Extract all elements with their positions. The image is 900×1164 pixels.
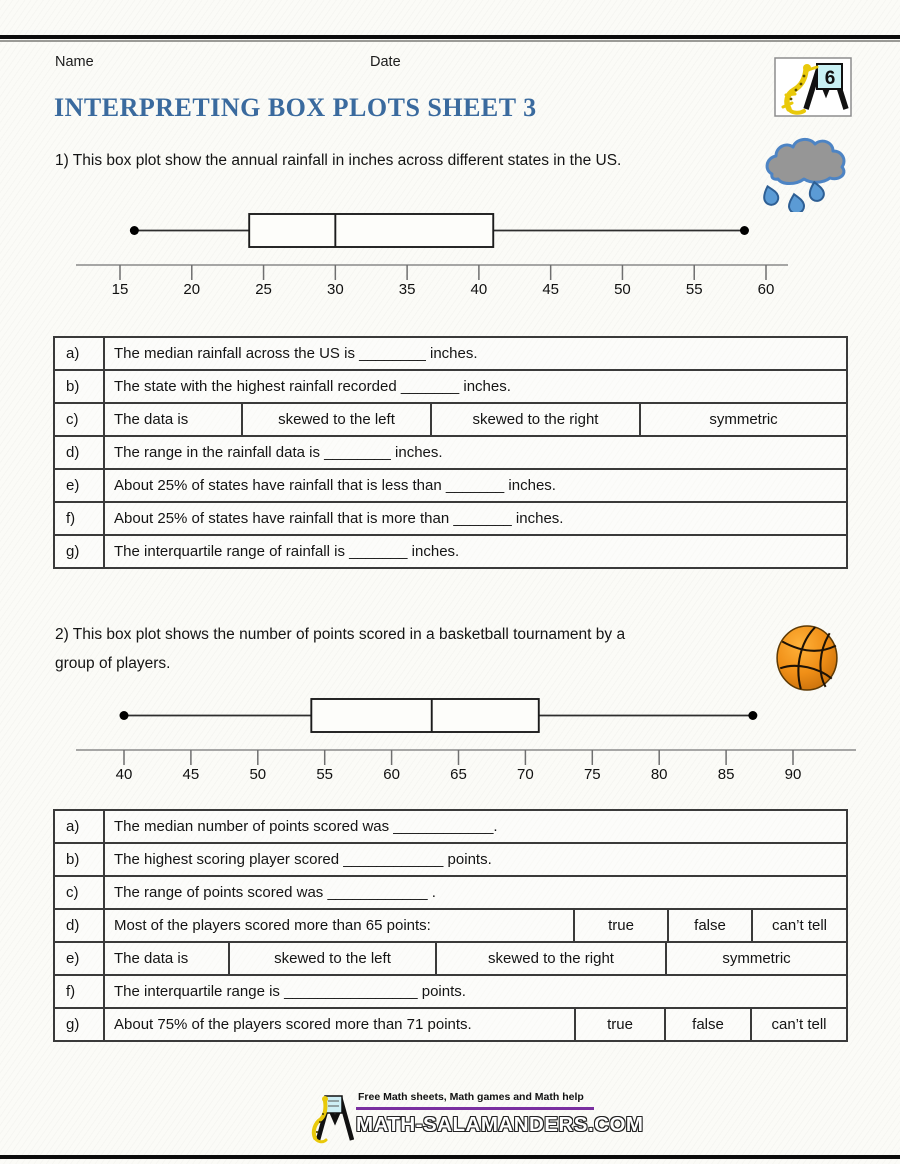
option-cell: false [666, 1009, 752, 1040]
min-dot [120, 711, 129, 720]
tick-label: 35 [398, 281, 416, 298]
tick-label: 20 [183, 281, 201, 298]
table-row [55, 842, 846, 875]
statement-cell: The median rainfall across the US is ________ inches. [114, 345, 478, 362]
option-cell: can’t tell [771, 917, 828, 934]
tick-label: 65 [450, 766, 467, 783]
table-row [55, 468, 846, 501]
row-letter: e) [55, 943, 105, 974]
tick-label: 70 [517, 766, 534, 783]
boxplot-2 [76, 681, 856, 798]
footer-brand [310, 1086, 644, 1156]
table-row [55, 534, 846, 567]
max-dot [740, 226, 749, 235]
max-dot [748, 711, 757, 720]
question-1-prompt [55, 146, 621, 175]
statement-cell: The data is [105, 404, 243, 435]
table-row [55, 1007, 846, 1040]
table-row [55, 974, 846, 1007]
row-letter: f) [55, 976, 105, 1007]
boxplot-1-svg [76, 196, 788, 308]
grade-logo [774, 57, 852, 122]
statement-cell: The interquartile range is ________________ points. [114, 983, 466, 1000]
row-letter: e) [55, 470, 105, 501]
salamander-easel-icon [774, 57, 852, 117]
date-label: Date [370, 54, 401, 70]
option-cell: skewed to the right [432, 404, 641, 435]
statement-cell: The data is [105, 943, 230, 974]
tick-label: 45 [182, 766, 200, 783]
option-cell: true [576, 1009, 666, 1040]
statement-cell: The state with the highest rainfall recorded _______ inches. [114, 378, 511, 395]
row-letter: f) [55, 503, 105, 534]
option-cell: true [575, 910, 669, 941]
footer-purple-rule [356, 1107, 594, 1110]
name-label: Name [55, 54, 94, 70]
tick-label: 55 [685, 281, 703, 298]
iqr-box [249, 214, 493, 247]
boxplot-2-svg [76, 681, 856, 793]
statement-cell: The median number of points scored was ____________. [114, 818, 498, 835]
tick-label: 50 [614, 281, 631, 298]
statement-cell: About 25% of states have rainfall that is more than _______ inches. [114, 510, 564, 527]
option-cell: symmetric [709, 411, 778, 428]
table-row [55, 875, 846, 908]
tick-label: 60 [383, 766, 400, 783]
option-cell: false [669, 910, 753, 941]
tick-label: 60 [757, 281, 775, 298]
min-dot [130, 226, 139, 235]
tick-label: 45 [542, 281, 560, 298]
row-letter: d) [55, 437, 105, 468]
table-row [55, 908, 846, 941]
row-letter: d) [55, 910, 105, 941]
table-row [55, 338, 846, 369]
tick-label: 55 [316, 766, 334, 783]
table-row [55, 941, 846, 974]
tick-label: 25 [255, 281, 272, 298]
bottom-rule [0, 1155, 900, 1159]
option-cell: skewed to the left [230, 943, 437, 974]
statement-cell: About 75% of the players scored more than 71 points. [105, 1009, 576, 1040]
option-cell: skewed to the right [437, 943, 667, 974]
table-row [55, 369, 846, 402]
table-row [55, 402, 846, 435]
tick-label: 40 [470, 281, 488, 298]
question-2-table [53, 809, 848, 1042]
row-letter: g) [55, 1009, 105, 1040]
tick-label: 30 [326, 281, 344, 298]
table-row [55, 811, 846, 842]
footer-tagline: Free Math sheets, Math games and Math help [358, 1091, 584, 1103]
statement-cell: The range in the rainfall data is ________ inches. [114, 444, 443, 461]
question-2-line-2: group of players. [55, 655, 171, 672]
row-letter: c) [55, 404, 105, 435]
footer-salamander-icon [310, 1092, 354, 1144]
statement-cell: The interquartile range of rainfall is _______ inches. [114, 543, 460, 560]
table-row [55, 501, 846, 534]
iqr-box [311, 699, 538, 732]
row-letter: c) [55, 877, 105, 908]
statement-cell: The range of points scored was ____________ . [114, 884, 436, 901]
statement-cell: About 25% of states have rainfall that is less than _______ inches. [114, 477, 556, 494]
tick-label: 85 [717, 766, 735, 783]
statement-cell: The highest scoring player scored ____________ points. [114, 851, 492, 868]
question-1-table [53, 336, 848, 569]
option-cell: can’t tell [771, 1016, 827, 1033]
question-1-line: 1) This box plot show the annual rainfall in inches across different states in the US. [55, 152, 622, 169]
grade-number: 6 [824, 68, 836, 89]
page-title: INTERPRETING BOX PLOTS SHEET 3 [54, 93, 537, 122]
top-rule [0, 35, 900, 39]
option-cell: symmetric [722, 950, 791, 967]
tick-label: 15 [111, 281, 129, 298]
statement-cell: Most of the players scored more than 65 points: [105, 910, 575, 941]
tick-label: 90 [784, 766, 802, 783]
table-row [55, 435, 846, 468]
footer-site-name: MATH-SALAMANDERS.COM [356, 1113, 644, 1136]
top-rule-shadow [0, 40, 900, 42]
tick-label: 75 [583, 766, 601, 783]
tick-label: 80 [650, 766, 668, 783]
tick-label: 40 [115, 766, 133, 783]
tick-label: 50 [249, 766, 267, 783]
question-2-line-1: 2) This box plot shows the number of points scored in a basketball tournament by a [55, 626, 626, 643]
question-2-prompt [55, 620, 625, 678]
row-letter: a) [55, 811, 105, 842]
row-letter: b) [55, 844, 105, 875]
row-letter: b) [55, 371, 105, 402]
row-letter: a) [55, 338, 105, 369]
row-letter: g) [55, 536, 105, 567]
boxplot-1 [76, 196, 788, 313]
option-cell: skewed to the left [243, 404, 432, 435]
